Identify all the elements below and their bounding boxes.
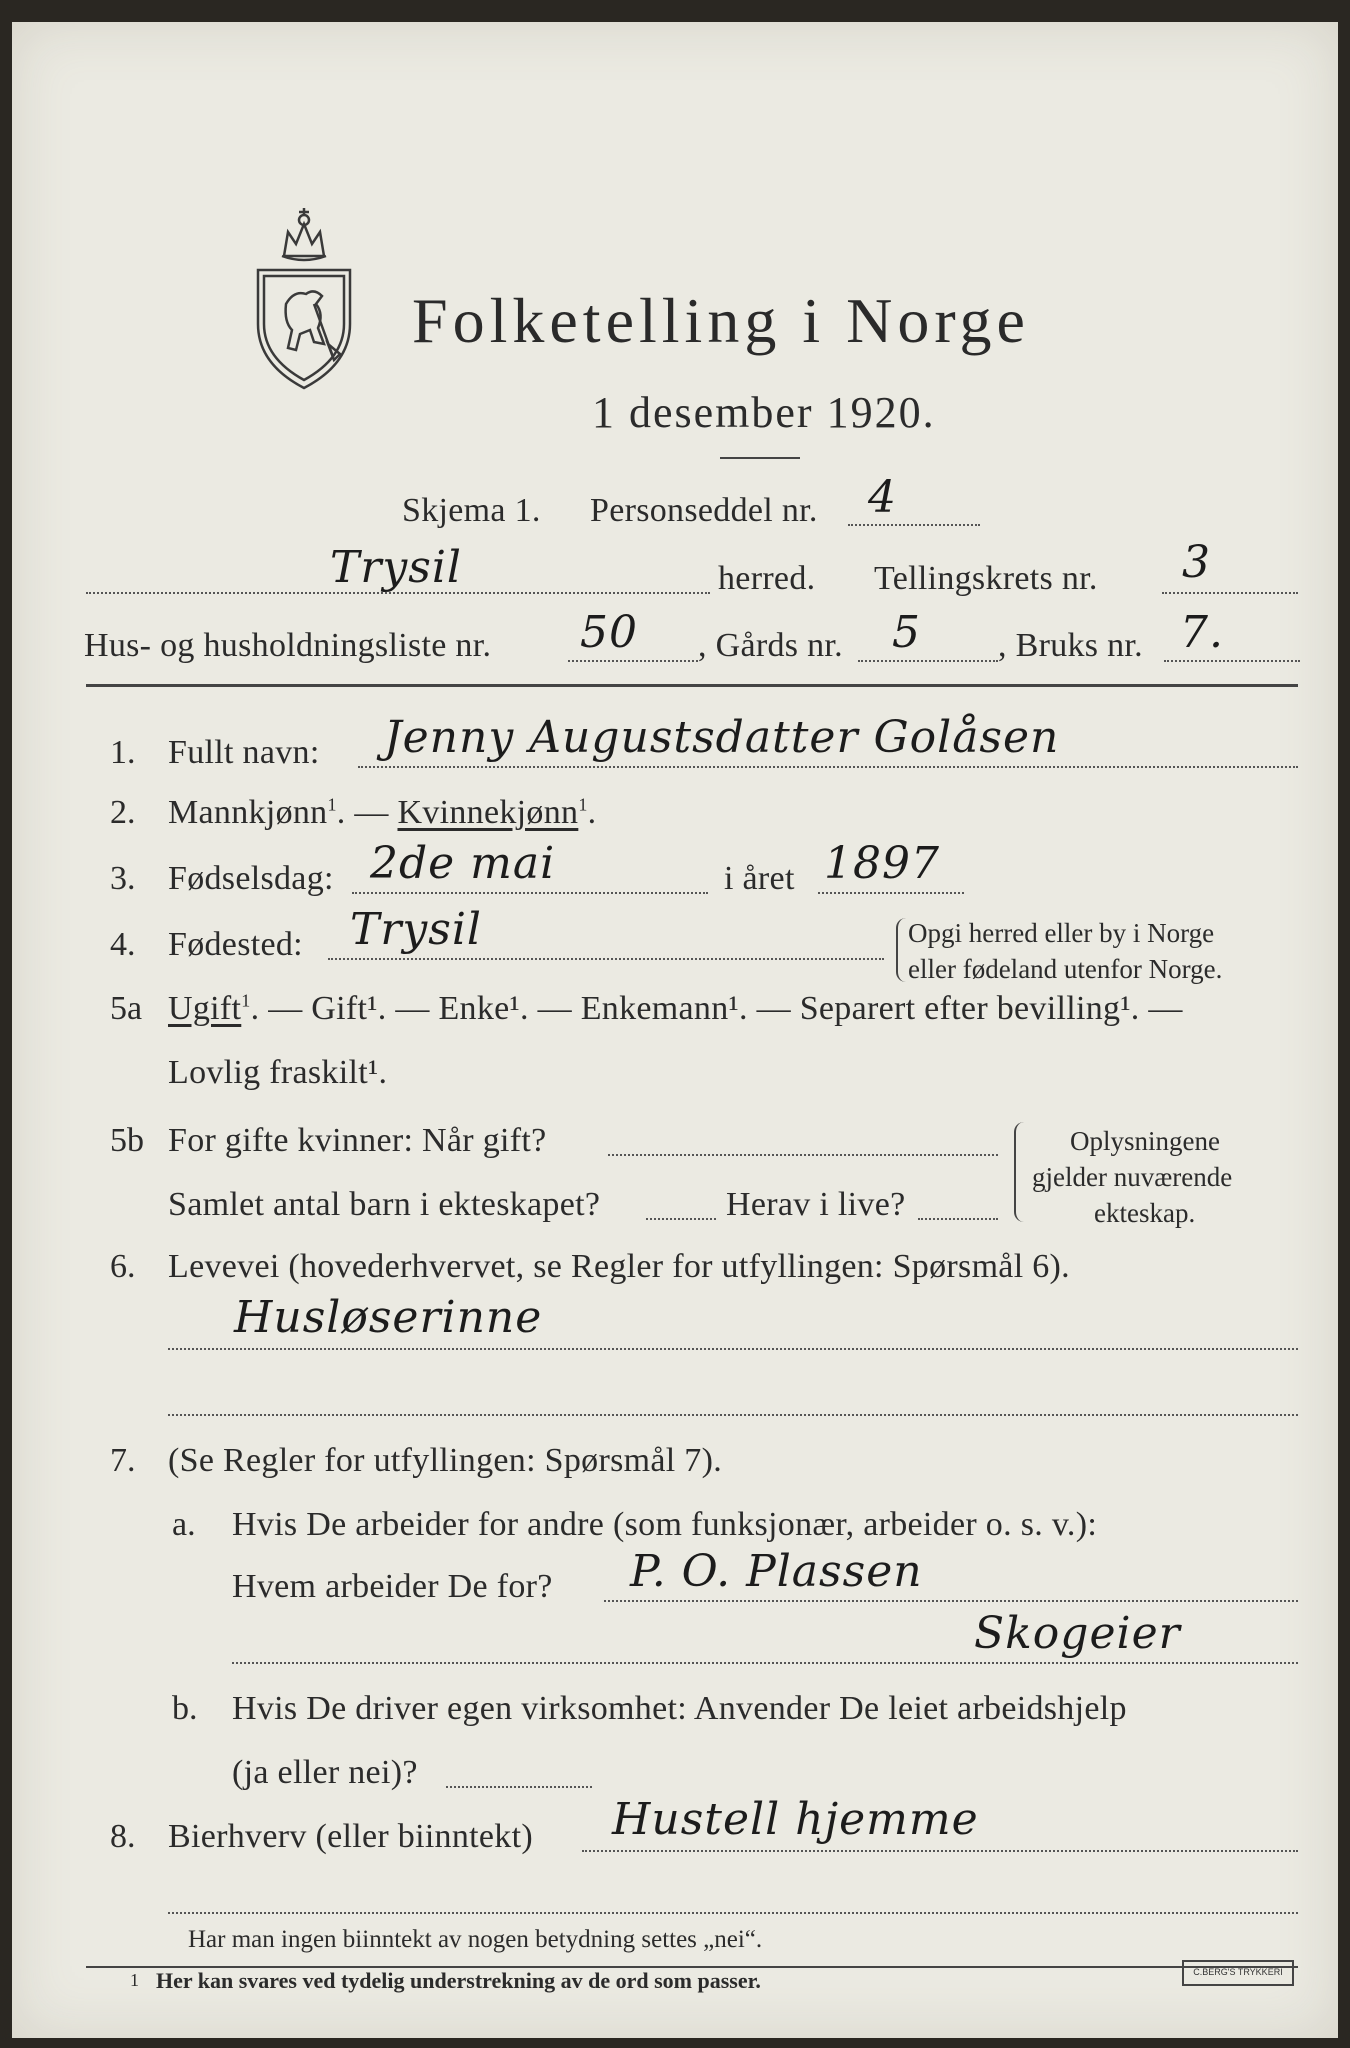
gards-label: , Gårds nr. [698, 627, 843, 664]
q2-sup-a: 1 [327, 794, 337, 815]
header-divider [86, 684, 1298, 687]
q3-line [352, 892, 708, 894]
q6-label: Levevei (hovederhvervet, se Regler for utfyllingen: Spørsmål 6). [168, 1248, 1070, 1285]
husliste-value[interactable]: 50 [580, 607, 638, 658]
q7a-number: a. [172, 1506, 196, 1543]
footnote-mark: 1 [130, 1970, 139, 1990]
q3-birth-date[interactable]: 2de mai [370, 838, 556, 889]
q5b-line1: For gifte kvinner: Når gift? [168, 1122, 547, 1159]
q7a-question: Hvem arbeider De for? [232, 1568, 553, 1605]
tellingskrets-label: Tellingskrets nr. [874, 560, 1098, 597]
schema-label: Skjema 1. [402, 492, 541, 529]
q2-options [168, 794, 596, 832]
q3-number: 3. [110, 860, 136, 897]
q7b-text: Hvis De driver egen virksomhet: Anvender De leiet arbeidshjelp [232, 1690, 1127, 1727]
q6-line-1 [168, 1348, 1298, 1350]
q2-mann[interactable]: Mannkjønn [168, 794, 328, 831]
q7a-employer-title[interactable]: Skogeier [974, 1608, 1181, 1659]
q5a-line2: Lovlig fraskilt¹. [168, 1054, 388, 1091]
husliste-label: Hus- og husholdningsliste nr. [84, 627, 492, 664]
census-form-sheet [12, 22, 1338, 2038]
q3-year-label: i året [724, 860, 795, 897]
footnote-text: Her kan svares ved tydelig understrekning av de ord som passer. [156, 1968, 761, 1993]
personseddel-value[interactable]: 4 [868, 472, 897, 523]
q8-line-2 [168, 1912, 1298, 1914]
q1-line [358, 766, 1298, 768]
q3-label: Fødselsdag: [168, 860, 334, 897]
printer-stamp: C.BERG'S TRYKKERI [1182, 1960, 1294, 1986]
q5b-alive-line [918, 1218, 998, 1220]
personseddel-line [848, 524, 980, 526]
q2-number: 2. [110, 794, 136, 831]
q2-sep: . — [336, 794, 398, 831]
husliste-line [568, 660, 698, 662]
herred-value[interactable]: Trysil [330, 542, 462, 593]
q5a-sup: 1 [241, 990, 251, 1011]
q7a-line-1 [604, 1600, 1298, 1602]
q7a-employer[interactable]: P. O. Plassen [630, 1546, 923, 1597]
coat-of-arms-icon [244, 204, 364, 394]
q5b-children-label: Samlet antal barn i ekteskapet? [168, 1186, 601, 1223]
gards-value[interactable]: 5 [892, 607, 921, 658]
personseddel-label: Personseddel nr. [590, 492, 818, 529]
bruks-value[interactable]: 7. [1180, 607, 1224, 658]
tellingskrets-value[interactable]: 3 [1182, 537, 1211, 588]
herred-label: herred. [718, 560, 816, 597]
q5b-number: 5b [110, 1122, 144, 1159]
bruks-line [1164, 660, 1300, 662]
q1-number: 1. [110, 734, 136, 771]
q2-end: . [587, 794, 597, 831]
q5a-ugift[interactable]: Ugift [168, 990, 242, 1027]
q5a-rest: . — Gift¹. — Enke¹. — Enkemann¹. — Separert efter bevilling¹. — [250, 990, 1183, 1027]
q7b-number: b. [172, 1690, 198, 1727]
q8-label: Bierhverv (eller biinntekt) [168, 1818, 533, 1855]
q8-side-income[interactable]: Hustell hjemme [612, 1794, 979, 1845]
q5b-children-line [646, 1218, 716, 1220]
q4-line [328, 958, 884, 960]
q4-number: 4. [110, 926, 136, 963]
q6-number: 6. [110, 1248, 136, 1285]
q5b-when-line [608, 1154, 998, 1156]
form-date: 1 desember 1920. [592, 388, 936, 437]
q5b-brace [1014, 1122, 1026, 1222]
q4-brace [896, 918, 908, 982]
q5b-alive-label: Herav i live? [726, 1186, 906, 1223]
q6-line-2 [168, 1414, 1298, 1416]
q4-label: Fødested: [168, 926, 303, 963]
q1-full-name[interactable]: Jenny Augustsdatter Golåsen [384, 712, 1060, 763]
title-divider [720, 457, 800, 459]
q4-note-1: Opgi herred eller by i Norge [908, 918, 1215, 948]
q1-label: Fullt navn: [168, 734, 320, 771]
q2-kvinne[interactable]: Kvinnekjønn [397, 794, 579, 831]
q7b-question: (ja eller nei)? [232, 1754, 418, 1791]
q2-sup-b: 1 [578, 794, 588, 815]
q5b-note-2: gjelder nuværende [1032, 1162, 1233, 1192]
footer-note: Har man ingen biinntekt av nogen betydning settes „nei“. [188, 1926, 763, 1953]
q3-birth-year[interactable]: 1897 [824, 838, 940, 889]
tellingskrets-line [1162, 592, 1298, 594]
q5b-note-3: ekteskap. [1094, 1198, 1196, 1228]
q4-note-2: eller fødeland utenfor Norge. [908, 954, 1223, 984]
q5a-options [168, 990, 1183, 1028]
q5a-number: 5a [110, 990, 143, 1027]
q7-label: (Se Regler for utfyllingen: Spørsmål 7). [168, 1442, 723, 1479]
form-title: Folketelling i Norge [412, 285, 1030, 356]
q3-year-line [818, 892, 964, 894]
bruks-label: , Bruks nr. [998, 627, 1143, 664]
q8-line-1 [582, 1850, 1298, 1852]
q8-number: 8. [110, 1818, 136, 1855]
gards-line [858, 660, 998, 662]
q5b-note-1: Oplysningene [1070, 1126, 1220, 1156]
q7-number: 7. [110, 1442, 136, 1479]
q6-occupation[interactable]: Husløserinne [234, 1292, 543, 1343]
q7a-text: Hvis De arbeider for andre (som funksjonær, arbeider o. s. v.): [232, 1506, 1098, 1543]
q4-birthplace[interactable]: Trysil [350, 904, 482, 955]
q7a-line-2 [232, 1662, 1298, 1664]
q7b-line [446, 1786, 592, 1788]
